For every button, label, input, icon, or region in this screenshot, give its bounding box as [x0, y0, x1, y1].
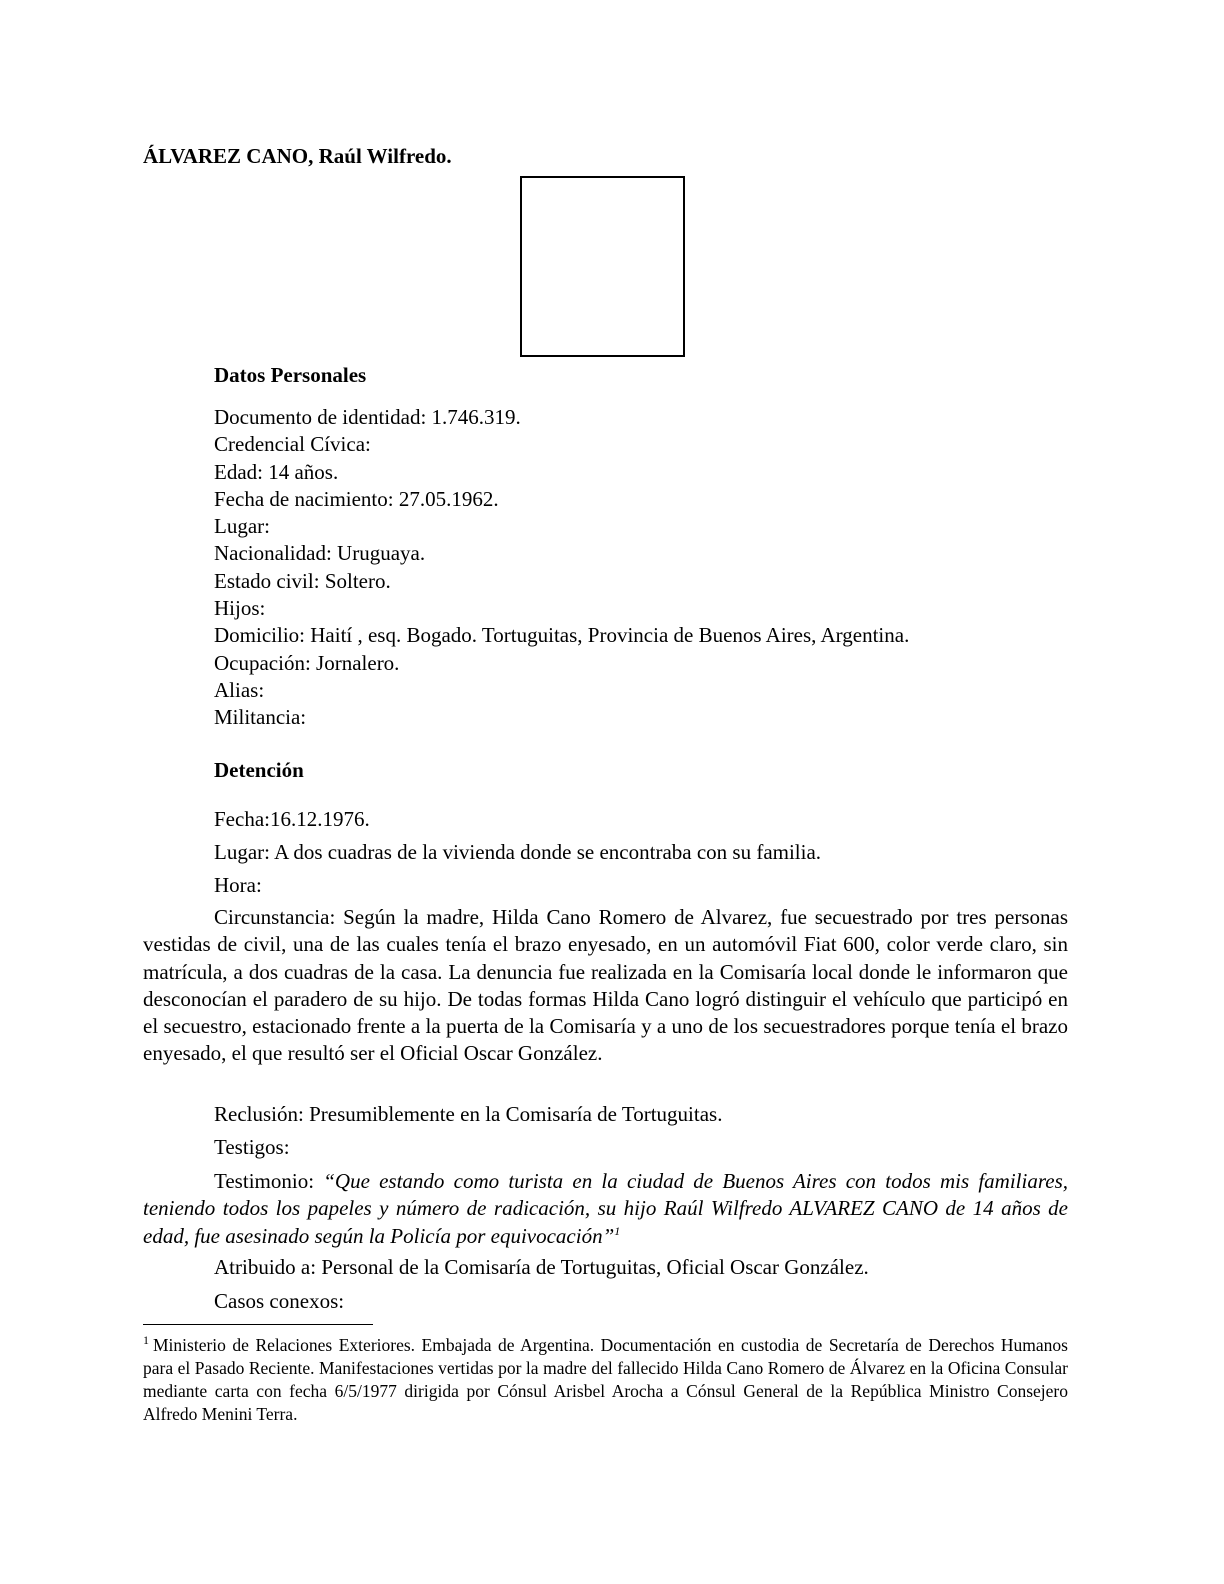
detencion-atribuido: Atribuido a: Personal de la Comisaría de Tortuguitas, Oficial Oscar González.	[214, 1255, 869, 1279]
footnote-text: Ministerio de Relaciones Exteriores. Embajada de Argentina. Documentación en custodia de Secretaría de Derechos Humanos para el Pasado Reciente. Manifestaciones vertidas por la madre del fallecido Hilda Cano Romero de Álvarez en la Oficina Consular mediante carta con fecha 6/5/1977 dirigida por Cónsul Arisbel Arocha a Cónsul General de la República Ministro Consejero Alfredo Menini Terra.	[143, 1335, 1068, 1424]
datos-ocupacion: Ocupación: Jornalero.	[214, 650, 400, 675]
datos-documento: Documento de identidad: 1.746.319.	[214, 405, 521, 429]
datos-nacionalidad: Nacionalidad: Uruguaya.	[214, 541, 426, 566]
detencion-hora: Hora:	[214, 873, 262, 897]
detencion-circunstancia: Circunstancia: Según la madre, Hilda Cano Romero de Alvarez, fue secuestrado por tres personas vestidas de civil, una de las cuales tenía el brazo enyesado, en un automóvil Fiat 600, color verde claro, sin matrícula, a dos cuadras de la casa. La denuncia fue realizada en la Comisaría local donde le informaron que desconocían el paradero de su hijo. De todas formas Hilda Cano logró distinguir el vehículo que participó en el secuestro, estacionado frente a la puerta de la Comisaría y a uno de los secuestradores porque tenía el brazo enyesado, el que resultó ser el Oficial Oscar González.	[143, 905, 1068, 1066]
datos-credencial: Credencial Cívica:	[214, 432, 371, 457]
footnote	[143, 1334, 1068, 1426]
datos-fecha-nacimiento: Fecha de nacimiento: 27.05.1962.	[214, 486, 499, 511]
datos-personales-list	[214, 404, 909, 732]
datos-personales-heading: Datos Personales	[214, 363, 367, 387]
footnote-number: 1	[143, 1333, 149, 1348]
datos-hijos: Hijos:	[214, 596, 266, 621]
testimonio-footnote-ref: 1	[614, 1223, 621, 1238]
page-title: ÁLVAREZ CANO, Raúl Wilfredo.	[143, 144, 452, 168]
detencion-heading: Detención	[214, 758, 304, 782]
datos-alias: Alias:	[214, 677, 265, 702]
detencion-testigos: Testigos:	[214, 1135, 290, 1159]
detencion-fecha: Fecha:16.12.1976.	[214, 807, 370, 831]
detencion-casos-conexos: Casos conexos:	[214, 1289, 345, 1313]
detencion-lugar: Lugar: A dos cuadras de la vivienda donde se encontraba con su familia.	[214, 840, 822, 864]
detencion-testimonio	[143, 1168, 1068, 1250]
photo-placeholder	[520, 176, 685, 357]
datos-militancia: Militancia:	[214, 705, 307, 730]
datos-estado-civil: Estado civil: Soltero.	[214, 568, 391, 593]
datos-lugar: Lugar:	[214, 514, 270, 539]
footnote-divider	[143, 1324, 373, 1325]
detencion-reclusion: Reclusión: Presumiblemente en la Comisaría de Tortuguitas.	[214, 1102, 723, 1126]
testimonio-quote: “Que estando como turista en la ciudad de Buenos Aires con todos mis familiares, teniendo todos los papeles y número de radicación, su hijo Raúl Wilfredo ALVAREZ CANO de 14 años de edad, fue asesinado según la Policía por equivocación”	[143, 1169, 1068, 1248]
testimonio-label: Testimonio:	[214, 1169, 324, 1193]
datos-edad: Edad: 14 años.	[214, 459, 339, 484]
datos-domicilio: Domicilio: Haití , esq. Bogado. Tortuguitas, Provincia de Buenos Aires, Argentina.	[214, 623, 910, 648]
